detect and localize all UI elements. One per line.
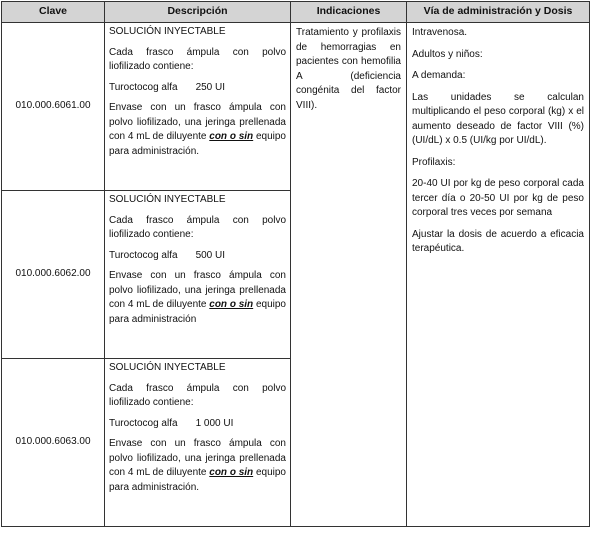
desc-envase-pre: Envase con un frasco ámpula con polvo liofilizado, una jeringa prellenada con 4 mL de diluyente bbox=[109, 270, 286, 310]
header-descripcion: Descripción bbox=[105, 2, 291, 23]
descripcion-cell bbox=[105, 191, 291, 359]
desc-cantidad: 250 UI bbox=[195, 81, 226, 93]
desc-producto: Turoctocog alfa bbox=[109, 81, 178, 93]
indicaciones-text: Tratamiento y profilaxis de hemorragias en pacientes con hemofilia A (deficiencia congénita del factor VIII). bbox=[296, 27, 401, 111]
desc-envase-con-o-sin: con o sin bbox=[209, 299, 254, 310]
via-line: Las unidades se calculan multiplicando el peso corporal (kg) x el aumento deseado de factor VIII (%) (UI/dL) x 0.5 (UI/kg por UI/dL). bbox=[412, 91, 584, 146]
desc-envase-pre: Envase con un frasco ámpula con polvo liofilizado, una jeringa prellenada con 4 mL de diluyente bbox=[109, 438, 286, 478]
desc-envase-con-o-sin: con o sin bbox=[209, 467, 254, 478]
desc-producto-line bbox=[109, 249, 286, 264]
desc-title: SOLUCIÓN INYECTABLE bbox=[109, 194, 226, 205]
via-line: Ajustar la dosis de acuerdo a eficacia terapéutica. bbox=[412, 228, 584, 254]
via-line: A demanda: bbox=[412, 70, 466, 81]
desc-producto-line bbox=[109, 417, 286, 432]
desc-contiene: Cada frasco ámpula con polvo liofilizado contiene: bbox=[109, 382, 286, 408]
desc-producto: Turoctocog alfa bbox=[109, 417, 178, 429]
header-via-dosis: Vía de administración y Dosis bbox=[407, 2, 590, 23]
clave-cell: 010.000.6061.00 bbox=[2, 23, 105, 191]
desc-contiene: Cada frasco ámpula con polvo liofilizado contiene: bbox=[109, 46, 286, 72]
desc-envase-post: equipo para administración. bbox=[109, 467, 286, 493]
via-line: Intravenosa. bbox=[412, 27, 468, 38]
desc-envase-post: equipo para administración bbox=[109, 299, 286, 325]
header-clave: Clave bbox=[2, 2, 105, 23]
descripcion-cell bbox=[105, 23, 291, 191]
clave-cell: 010.000.6062.00 bbox=[2, 191, 105, 359]
indicaciones-cell bbox=[291, 23, 407, 527]
desc-envase-con-o-sin: con o sin bbox=[209, 131, 254, 142]
desc-contiene: Cada frasco ámpula con polvo liofilizado contiene: bbox=[109, 214, 286, 240]
header-indicaciones: Indicaciones bbox=[291, 2, 407, 23]
desc-producto-line bbox=[109, 81, 286, 96]
via-line: 20-40 UI por kg de peso corporal cada tercer día o 20-50 UI por kg de peso corporal tres veces por semana bbox=[412, 178, 584, 218]
via-dosis-cell bbox=[407, 23, 590, 527]
desc-title: SOLUCIÓN INYECTABLE bbox=[109, 26, 226, 37]
desc-cantidad: 500 UI bbox=[195, 249, 226, 261]
desc-envase bbox=[109, 437, 286, 495]
desc-producto: Turoctocog alfa bbox=[109, 249, 178, 261]
desc-envase bbox=[109, 101, 286, 159]
desc-envase bbox=[109, 269, 286, 327]
desc-envase-post: equipo para administración. bbox=[109, 131, 286, 157]
via-line: Profilaxis: bbox=[412, 156, 456, 168]
clave-cell: 010.000.6063.00 bbox=[2, 359, 105, 527]
table-row bbox=[2, 23, 590, 191]
header-row bbox=[2, 2, 590, 23]
drug-table bbox=[1, 1, 590, 527]
desc-cantidad: 1 000 UI bbox=[195, 417, 234, 429]
desc-title: SOLUCIÓN INYECTABLE bbox=[109, 362, 226, 373]
desc-envase-pre: Envase con un frasco ámpula con polvo liofilizado, una jeringa prellenada con 4 mL de diluyente bbox=[109, 102, 286, 142]
descripcion-cell bbox=[105, 359, 291, 527]
via-line: Adultos y niños: bbox=[412, 48, 483, 60]
